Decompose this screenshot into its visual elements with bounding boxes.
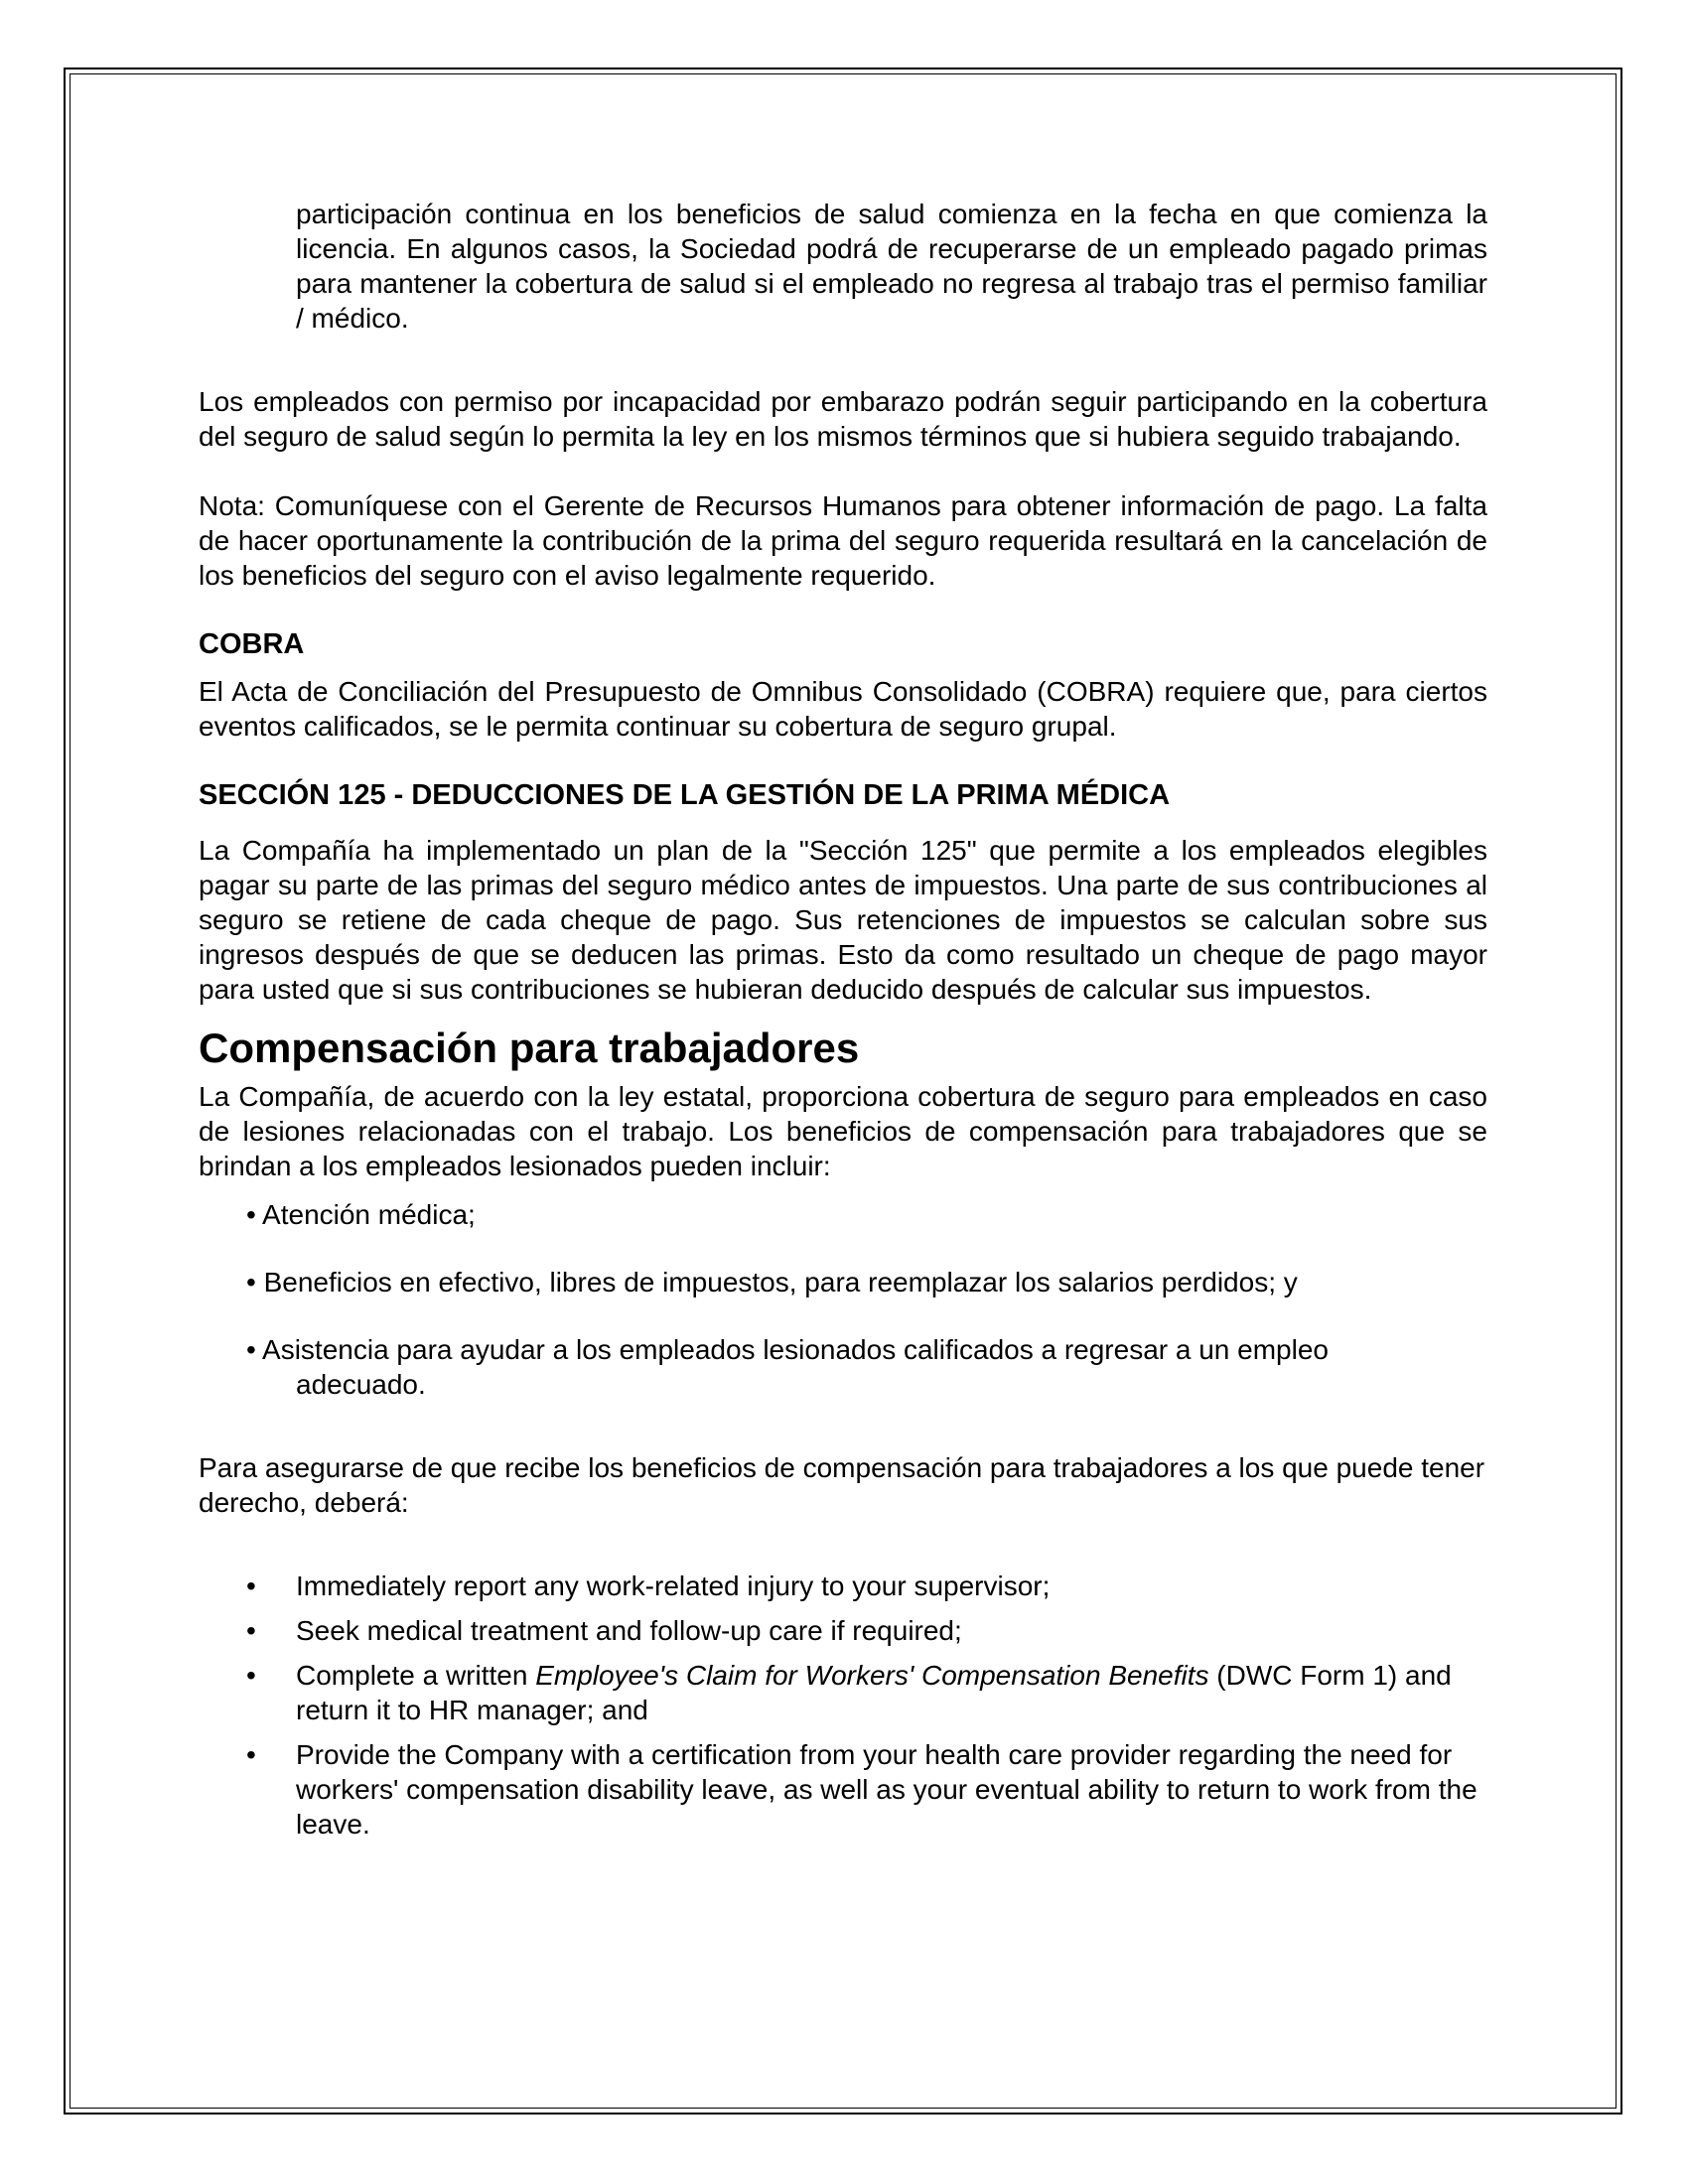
bullet-icon: •	[246, 1660, 256, 1691]
section125-paragraph: La Compañía ha implementado un plan de la "Sección 125" que permite a los empleados elegibles pagar su parte de las primas del seguro médico antes de impuestos. Una parte de sus contribuciones al seguro se retiene de cada cheque de pago. Sus retenciones de impuestos se calculan sobre sus ingresos después de que se deducen las primas. Esto da como resultado un cheque de pago mayor para usted que si sus contribuciones se hubieran deducido después de calcular sus impuestos.	[199, 835, 1487, 1005]
list-item-text: Seek medical treatment and follow-up care if required;	[296, 1615, 962, 1646]
list-item: • Atención médica;	[246, 1199, 476, 1230]
list-item-text-end: (DWC Form 1) and return it to HR manager; and	[296, 1660, 1452, 1725]
list-item	[199, 1737, 1487, 1842]
bullet-icon: •	[246, 1615, 256, 1646]
list-item	[199, 1569, 1487, 1603]
list-item-continuation: adecuado.	[296, 1369, 426, 1400]
list-item-text: Provide the Company with a certification from your health care provider regarding the need for workers' compensation disability leave, as well as your eventual ability to return to work from the leave.	[296, 1739, 1477, 1840]
pregnancy-paragraph: Los empleados con permiso por incapacidad por embarazo podrán seguir participando en la cobertura del seguro de salud según lo permita la ley en los mismos términos que si hubiera seguido trabajando.	[199, 386, 1487, 452]
list-item	[199, 1658, 1487, 1727]
list-item: • Beneficios en efectivo, libres de impuestos, para reemplazar los salarios perdidos; y	[246, 1267, 1298, 1297]
cobra-paragraph: El Acta de Conciliación del Presupuesto de Omnibus Consolidado (COBRA) requiere que, para ciertos eventos calificados, se le permita continuar su cobertura de seguro grupal.	[199, 676, 1487, 742]
list-item	[199, 1613, 1487, 1648]
continuation-paragraph: participación continua en los beneficios de salud comienza en la fecha en que comienza la licencia. En algunos casos, la Sociedad podrá de recuperarse de un empleado pagado primas para mantener la cobertura de salud si el empleado no regresa al trabajo tras el permiso familiar / médico.	[296, 199, 1487, 334]
list-item-text-start: Complete a written	[296, 1660, 536, 1691]
bullet-icon: •	[246, 1570, 256, 1601]
ensure-paragraph: Para asegurarse de que recibe los beneficios de compensación para trabajadores a los que puede tener derecho, deberá:	[199, 1452, 1485, 1518]
form-title: Employee's Claim for Workers' Compensation Benefits	[535, 1660, 1209, 1691]
requirements-list	[199, 1569, 1487, 1842]
workers-comp-heading: Compensación para trabajadores	[199, 1024, 860, 1071]
list-item-text: Immediately report any work-related injury to your supervisor;	[296, 1570, 1051, 1601]
list-item: • Asistencia para ayudar a los empleados lesionados calificados a regresar a un empleo	[246, 1334, 1329, 1365]
section125-heading: SECCIÓN 125 - DEDUCCIONES DE LA GESTIÓN DE LA PRIMA MÉDICA	[199, 779, 1171, 811]
note-paragraph: Nota: Comuníquese con el Gerente de Recursos Humanos para obtener información de pago. La falta de hacer oportunamente la contribución de la prima del seguro requerida resultará en la cancelación de los beneficios del seguro con el aviso legalmente requerido.	[199, 490, 1487, 591]
cobra-heading: COBRA	[199, 628, 305, 660]
document-body	[199, 197, 1487, 1842]
workers-comp-intro: La Compañía, de acuerdo con la ley estatal, proporciona cobertura de seguro para empleados en caso de lesiones relacionadas con el trabajo. Los beneficios de compensación para trabajadores que se brindan a los empleados lesionados pueden incluir:	[199, 1081, 1487, 1181]
bullet-icon: •	[246, 1739, 256, 1770]
